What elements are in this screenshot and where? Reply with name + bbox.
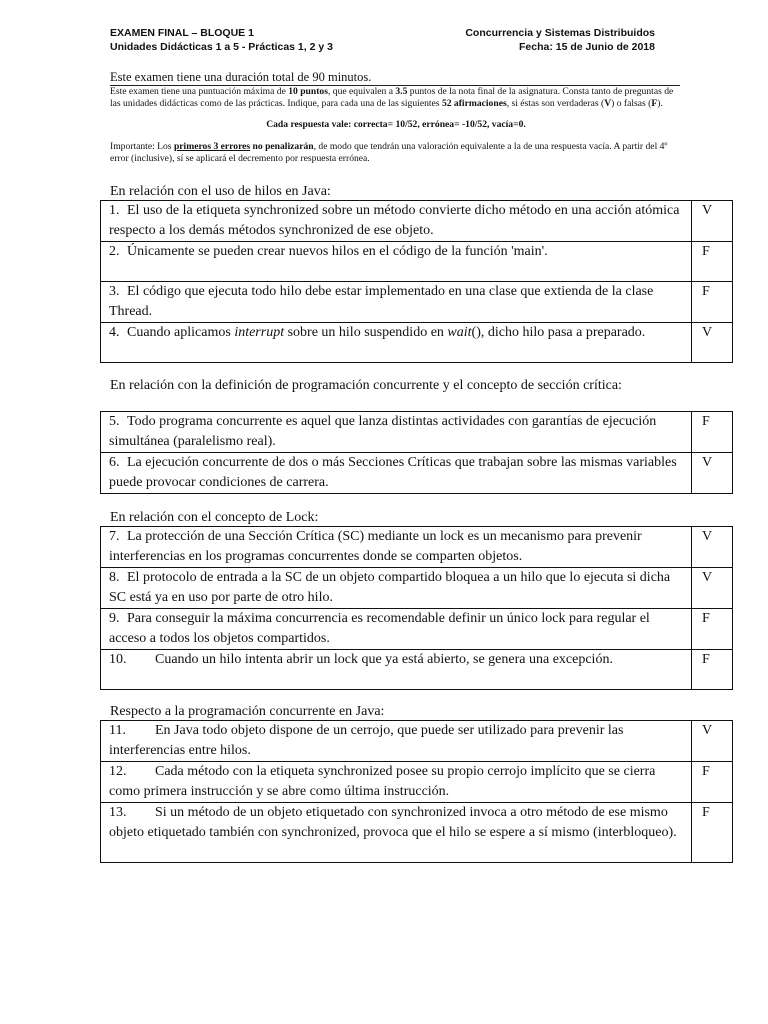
section-title: En relación con el concepto de Lock: — [110, 510, 319, 525]
answer-cell: V — [692, 568, 733, 609]
instr-text: puntos de la nota final de la asignatura. Consta tanto de preguntas de las unidades didácticas como de las prácticas. Indique, para cada una de las siguientes — [110, 86, 674, 110]
question-number: 1. — [109, 203, 120, 218]
question-table — [100, 720, 733, 863]
question-text-italic: wait — [447, 325, 472, 340]
question-cell — [101, 721, 692, 762]
note-text: , de modo que tendrán una valoración equivalente a la de una respuesta vacía. A partir del 4º error (inclusive), sí se aplicará el decremento por respuesta errónea. — [110, 141, 668, 165]
question-number: 7. — [109, 529, 120, 544]
table-row — [101, 527, 733, 568]
instr-text: Este examen tiene una puntuación máxima de — [110, 86, 289, 97]
question-text: El código que ejecuta todo hilo debe estar implementado en una clase que extienda de la clase Thread. — [109, 284, 654, 319]
question-cell — [101, 762, 692, 803]
instr-bold: 52 afirmaciones — [441, 98, 507, 110]
table-row — [101, 323, 733, 363]
question-text: sobre un hilo suspendido en — [284, 325, 448, 340]
answer-cell: V — [692, 201, 733, 242]
question-text-italic: interrupt — [234, 325, 285, 340]
question-number: 2. — [109, 244, 120, 259]
section-title: En relación con el uso de hilos en Java: — [110, 184, 331, 199]
answer-cell: F — [692, 412, 733, 453]
section-title: En relación con la definición de programación concurrente y el concepto de sección crítica: — [110, 378, 622, 393]
question-number: 9. — [109, 611, 120, 626]
answer-cell: F — [692, 650, 733, 690]
instr-bold: 3.5 — [395, 86, 408, 97]
question-text: Cuando aplicamos — [127, 325, 235, 340]
section-title: Respecto a la programación concurrente en Java: — [110, 704, 385, 719]
note-underline: primeros 3 errores — [173, 141, 251, 152]
exam-date: Fecha: 15 de Junio de 2018 — [519, 41, 655, 53]
question-table — [100, 411, 733, 494]
question-text: Únicamente se pueden crear nuevos hilos en el código de la función 'main'. — [127, 244, 548, 259]
answer-cell: F — [692, 762, 733, 803]
question-text: Para conseguir la máxima concurrencia es recomendable definir un único lock para regular el acceso a todos los objetos compartidos. — [109, 611, 650, 646]
note-bold: no penalizarán — [250, 141, 314, 152]
question-text: En Java todo objeto dispone de un cerrojo, que puede ser utilizado para prevenir las interferencias entre hilos. — [109, 723, 624, 758]
question-cell — [101, 242, 692, 282]
question-number: 8. — [109, 570, 120, 585]
duration-text: Este examen tiene una duración total de 90 minutos. — [110, 70, 372, 84]
answer-cell: F — [692, 609, 733, 650]
question-text: La protección de una Sección Crítica (SC) mediante un lock es un mecanismo para prevenir interferencias en los programas concurrentes donde se comparten objetos. — [109, 529, 642, 564]
instr-text: ) o falsas ( — [611, 98, 652, 110]
instr-bold: 10 puntos — [288, 86, 328, 97]
instr-text: , si éstas son verdaderas ( — [506, 98, 605, 110]
course-title: Concurrencia y Sistemas Distribuidos — [465, 27, 655, 39]
note-text: Importante: Los — [110, 141, 174, 152]
answer-cell: F — [692, 282, 733, 323]
question-number: 5. — [109, 414, 120, 429]
question-table — [100, 526, 733, 690]
question-cell — [101, 609, 692, 650]
question-text: Todo programa concurrente es aquel que lanza distintas actividades con garantías de ejecución simultánea (paralelismo real). — [109, 414, 657, 449]
question-number: 11. — [109, 723, 126, 738]
answer-cell: F — [692, 803, 733, 863]
question-text: (), dicho hilo pasa a preparado. — [471, 325, 646, 340]
question-text: El uso de la etiqueta synchronized sobre un método convierte dicho método en una acción atómica respecto a los demás métodos synchronized de ese objeto. — [109, 203, 680, 238]
exam-title: EXAMEN FINAL – BLOQUE 1 — [110, 27, 254, 39]
question-number: 10. — [109, 652, 127, 667]
question-cell — [101, 453, 692, 494]
table-row — [101, 412, 733, 453]
question-text: Cuando un hilo intenta abrir un lock que ya está abierto, se genera una excepción. — [155, 652, 613, 667]
question-cell — [101, 527, 692, 568]
question-number: 6. — [109, 455, 120, 470]
instr-bold: V — [604, 98, 612, 110]
important-note — [110, 141, 682, 165]
table-row — [101, 242, 733, 282]
answer-cell: V — [692, 453, 733, 494]
table-row — [101, 568, 733, 609]
answer-cell: F — [692, 242, 733, 282]
table-row — [101, 803, 733, 863]
table-row — [101, 609, 733, 650]
question-cell — [101, 323, 692, 363]
table-row — [101, 201, 733, 242]
answer-cell: V — [692, 527, 733, 568]
answer-cell: V — [692, 721, 733, 762]
table-row — [101, 453, 733, 494]
question-table — [100, 200, 733, 363]
table-row — [101, 721, 733, 762]
table-row — [101, 762, 733, 803]
question-number: 13. — [109, 805, 127, 820]
question-cell — [101, 412, 692, 453]
question-text: Si un método de un objeto etiquetado con synchronized invoca a otro método de ese mismo objeto etiquetado también con synchronized, provoca que el hilo se espere a sí mismo (interbloqueo). — [109, 805, 677, 840]
table-row — [101, 650, 733, 690]
table-row — [101, 282, 733, 323]
question-text: Cada método con la etiqueta synchronized posee su propio cerrojo implícito que se cierra como primera instrucción y se abre como última instrucción. — [109, 764, 656, 799]
question-cell — [101, 650, 692, 690]
question-number: 12. — [109, 764, 127, 779]
question-cell — [101, 282, 692, 323]
scoring-rule: Cada respuesta vale: correcta= 10/52, errónea= -10/52, vacía=0. — [266, 119, 526, 130]
instructions-paragraph — [110, 86, 682, 110]
instr-text: ). — [657, 98, 663, 110]
question-cell — [101, 568, 692, 609]
question-cell — [101, 201, 692, 242]
question-cell — [101, 803, 692, 863]
instr-bold: F — [651, 98, 658, 110]
answer-cell: V — [692, 323, 733, 363]
question-number: 4. — [109, 325, 120, 340]
question-text: El protocolo de entrada a la SC de un objeto compartido bloquea a un hilo que lo ejecuta si dicha SC está ya en uso por parte de otro hilo. — [109, 570, 671, 605]
instr-text: , que equivalen a — [327, 86, 396, 97]
exam-scope: Unidades Didácticas 1 a 5 - Prácticas 1, 2 y 3 — [110, 41, 333, 53]
question-text: La ejecución concurrente de dos o más Secciones Críticas que trabajan sobre las mismas variables puede provocar condiciones de carrera. — [109, 455, 677, 490]
question-number: 3. — [109, 284, 120, 299]
